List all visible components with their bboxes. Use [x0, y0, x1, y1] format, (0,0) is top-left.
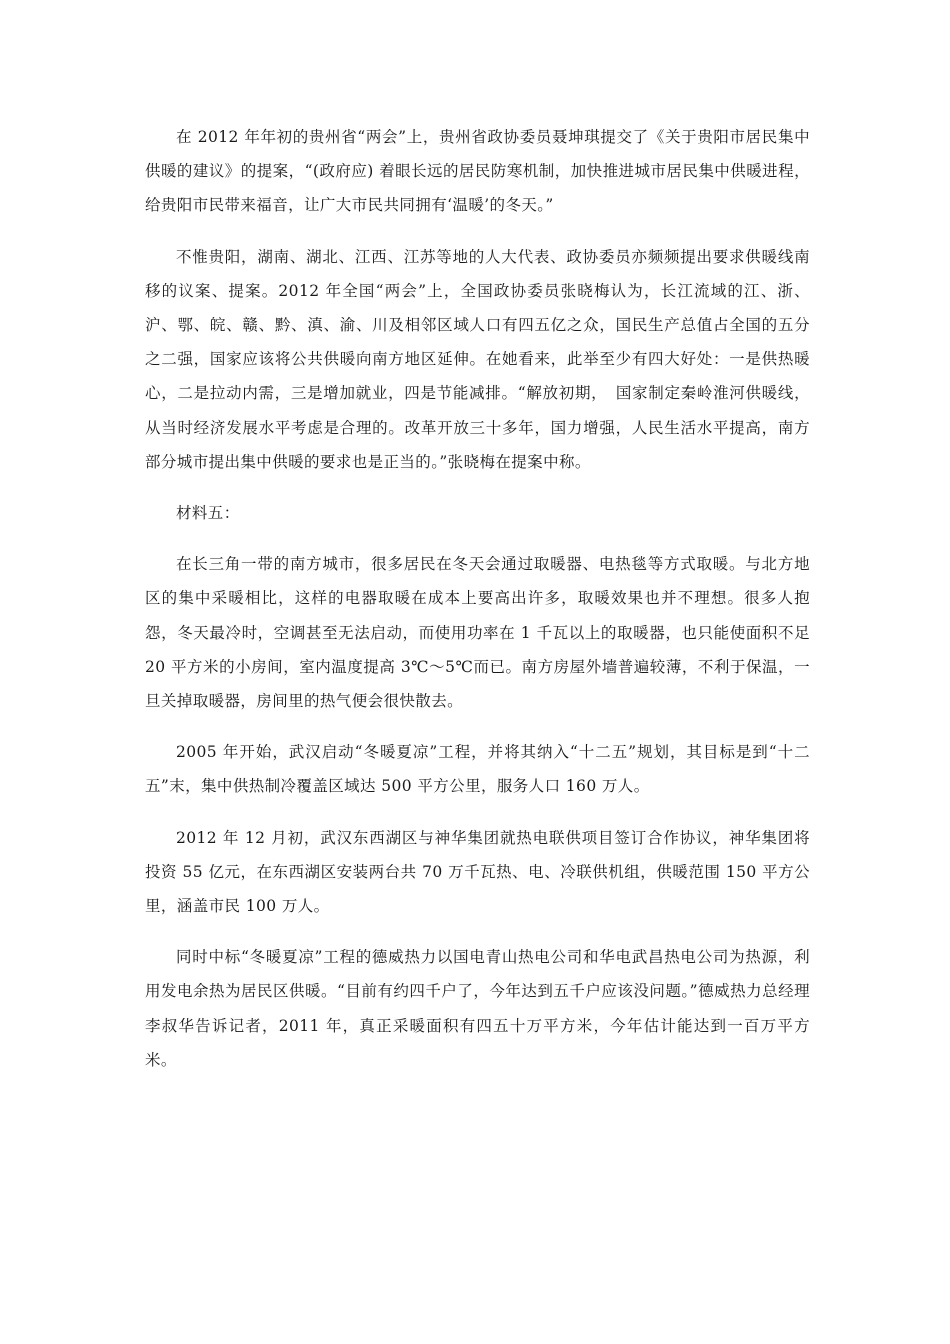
material-five-heading: 材料五：	[176, 504, 240, 523]
paragraph-guizhou-proposal: 在 2012 年年初的贵州省“两会”上，贵州省政协委员聂坤琪提交了《关于贵阳市居民集中供暖的建议》的提案，“(政府应) 着眼长远的居民防寒机制，加快推进城市居民集中供暖进程，给贵阳市民带来福音，让广大市民共同拥有‘温暖’的冬天。”	[145, 128, 810, 215]
paragraph-shenhua-agreement: 2012 年 12 月初，武汉东西湖区与神华集团就热电联供项目签订合作协议，神华集团将投资 55 亿元，在东西湖区安装两台共 70 万千瓦热、电、冷联供机组，供暖范围 150 平方公里，涵盖市民 100 万人。	[145, 828, 810, 916]
paragraph-dewei-heating: 同时中标“冬暖夏凉”工程的德威热力以国电青山热电公司和华电武昌热电公司为热源，利用发电余热为居民区供暖。“目前有约四千户了，今年达到五千户应该没问题。”德威热力总经理李叔华告诉记者，2011 年，真正采暖面积有四五十万平方米，今年估计能达到一百万平方米。	[145, 948, 810, 1069]
paragraph-yangtze-delta-heating: 在长三角一带的南方城市，很多居民在冬天会通过取暖器、电热毯等方式取暖。与北方地区的集中采暖相比，这样的电器取暖在成本上要高出许多，取暖效果也并不理想。很多人抱怨，冬天最冷时，空调甚至无法启动，而使用功率在 1 千瓦以上的取暖器，也只能使面积不足 20 平方米的小房间，室内温度提高 3℃～5℃而已。南方房屋外墙普遍较薄，不利于保温，一旦关掉取暖器，房间里的热气便会很快散去。	[145, 555, 810, 711]
document-page	[145, 120, 810, 1094]
paragraph-wuhan-project: 2005 年开始，武汉启动“冬暖夏凉”工程，并将其纳入“十二五”规划，其目标是到“十二五”末，集中供热制冷覆盖区域达 500 平方公里，服务人口 160 万人。	[145, 743, 810, 796]
paragraph-heating-line-south: 不惟贵阳，湖南、湖北、江西、江苏等地的人大代表、政协委员亦频频提出要求供暖线南移的议案、提案。2012 年全国“两会”上，全国政协委员张晓梅认为，长江流域的江、浙、沪、鄂、皖、赣、黔、滇、渝、川及相邻区域人口有四五亿之众，国民生产总值占全国的五分之二强，国家应该将公共供暖向南方地区延伸。在她看来，此举至少有四大好处：一是供热暖心，二是拉动内需，三是增加就业，四是节能减排。“解放初期， 国家制定秦岭淮河供暖线，从当时经济发展水平考虑是合理的。改革开放三十多年，国力增强，人民生活水平提高，南方部分城市提出集中供暖的要求也是正当的。”张晓梅在提案中称。	[145, 247, 810, 471]
